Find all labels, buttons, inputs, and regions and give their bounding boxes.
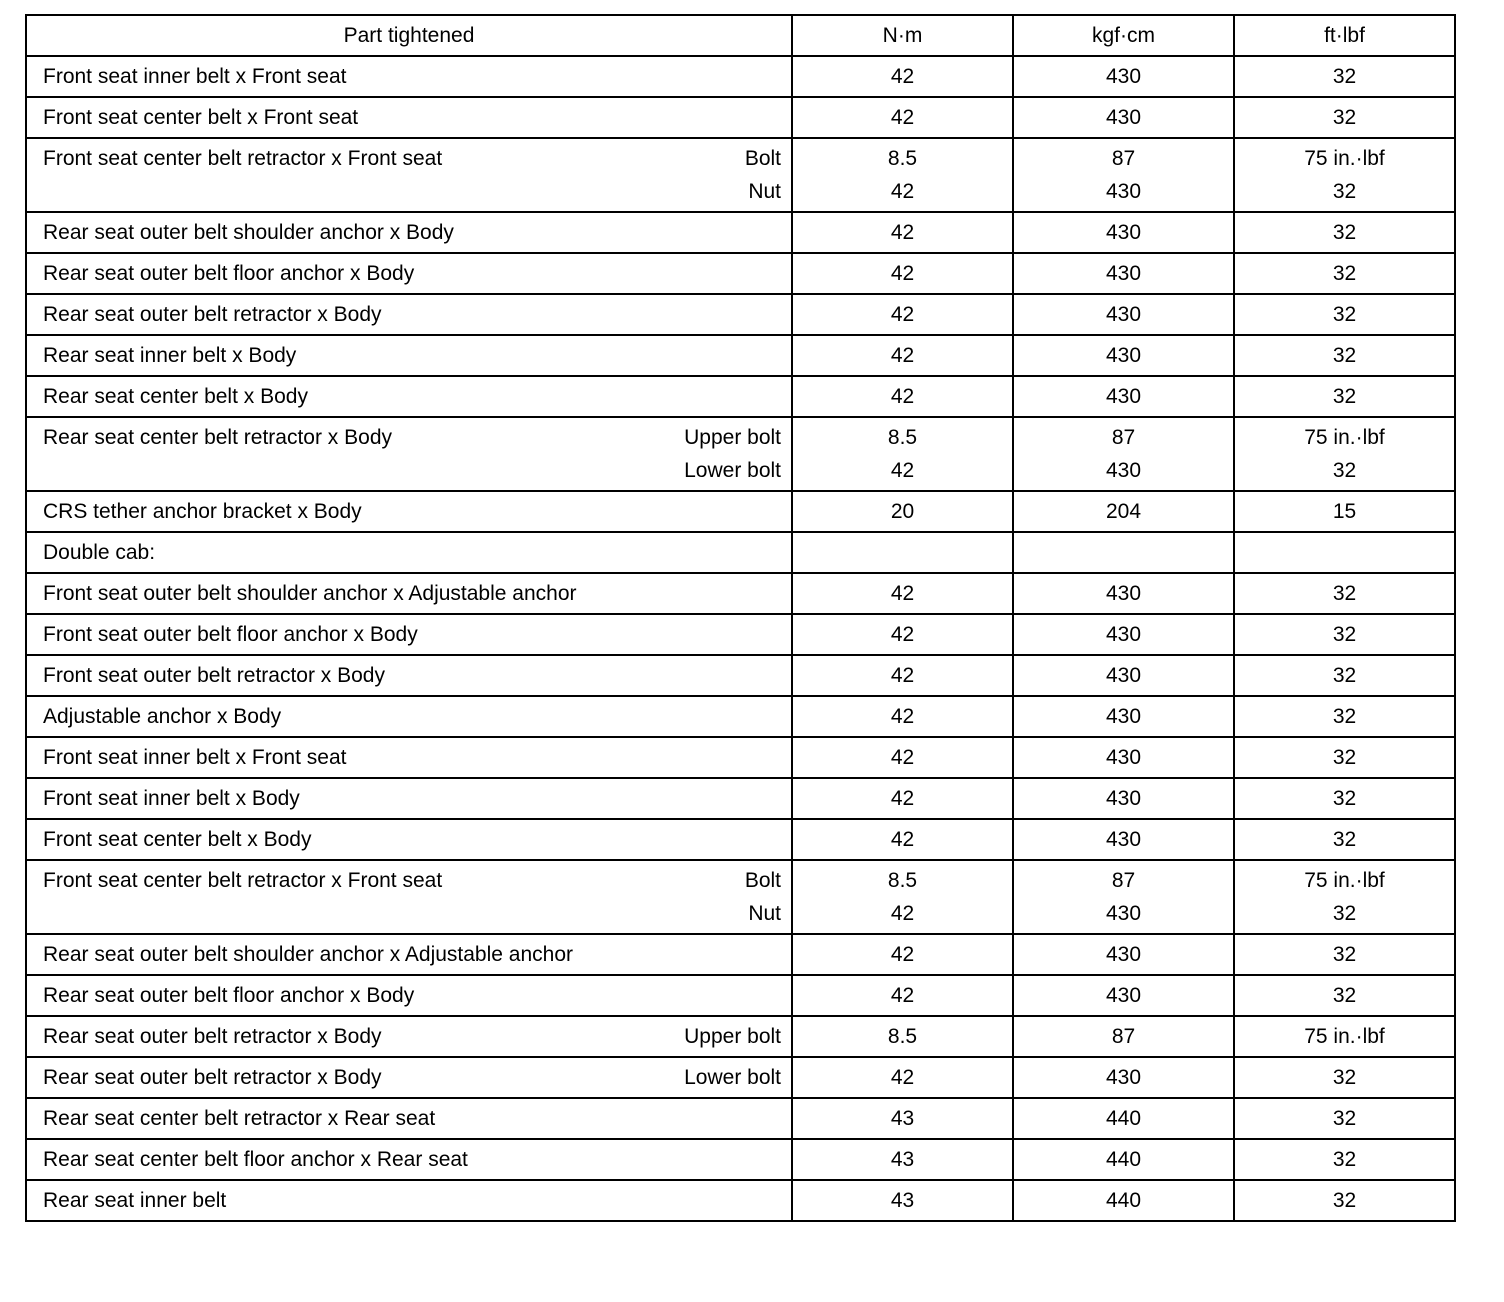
torque-value: 42 xyxy=(890,828,915,851)
torque-value: 42 xyxy=(890,787,915,810)
part-cell-content xyxy=(43,577,781,610)
torque-value: 32 xyxy=(1332,623,1357,646)
part-cell-content xyxy=(43,1184,781,1217)
torque-value: 32 xyxy=(1332,262,1357,285)
torque-kgfcm-cell xyxy=(1013,1057,1234,1098)
torque-kgfcm-cell xyxy=(1013,573,1234,614)
part-name: Front seat outer belt retractor x Body xyxy=(43,664,385,687)
table-row xyxy=(26,1057,1455,1098)
torque-value: 32 xyxy=(1332,1066,1357,1089)
part-cell-content xyxy=(43,495,781,528)
torque-value: 430 xyxy=(1105,180,1142,203)
part-cell-content xyxy=(43,659,781,692)
torque-value: 32 xyxy=(1332,705,1357,728)
part-cell-content xyxy=(43,216,781,249)
table-row xyxy=(26,934,1455,975)
table-header-row xyxy=(26,15,1455,56)
part-name: Rear seat outer belt shoulder anchor x Body xyxy=(43,221,454,244)
torque-value: 32 xyxy=(1332,828,1357,851)
part-name: Rear seat inner belt x Body xyxy=(43,344,297,367)
torque-value: 430 xyxy=(1105,582,1142,605)
table-row xyxy=(26,1098,1455,1139)
torque-value: 32 xyxy=(1332,459,1357,482)
torque-ftlbf-cell xyxy=(1234,491,1455,532)
torque-value: 42 xyxy=(890,746,915,769)
torque-value: 42 xyxy=(890,262,915,285)
table-row xyxy=(26,1180,1455,1221)
table-row xyxy=(26,491,1455,532)
part-name: Rear seat center belt floor anchor x Rear seat xyxy=(43,1148,468,1171)
torque-value: 42 xyxy=(890,582,915,605)
torque-kgfcm-cell xyxy=(1013,975,1234,1016)
part-cell-content xyxy=(43,1061,781,1094)
torque-value: 430 xyxy=(1105,1066,1142,1089)
torque-value: 87 xyxy=(1111,426,1136,449)
torque-ftlbf-cell xyxy=(1234,696,1455,737)
torque-kgfcm-cell xyxy=(1013,294,1234,335)
part-cell-content xyxy=(43,142,781,208)
torque-value: 43 xyxy=(890,1107,915,1130)
part-name: Front seat outer belt shoulder anchor x Adjustable anchor xyxy=(43,582,577,605)
part-cell xyxy=(26,1098,792,1139)
torque-value: 430 xyxy=(1105,459,1142,482)
part-cell xyxy=(26,212,792,253)
table-row xyxy=(26,573,1455,614)
torque-value: 42 xyxy=(890,1066,915,1089)
torque-value: 430 xyxy=(1105,705,1142,728)
torque-ftlbf-cell xyxy=(1234,1057,1455,1098)
torque-value: 42 xyxy=(890,943,915,966)
part-cell xyxy=(26,819,792,860)
part-name: Front seat inner belt x Front seat xyxy=(43,65,347,88)
torque-ftlbf-cell xyxy=(1234,860,1455,934)
torque-nm-cell xyxy=(792,975,1013,1016)
torque-value: 42 xyxy=(890,459,915,482)
torque-kgfcm-cell xyxy=(1013,778,1234,819)
part-name: Rear seat outer belt retractor x Body xyxy=(43,1025,382,1048)
part-cell-content xyxy=(43,1102,781,1135)
part-name: Front seat center belt retractor x Front seat xyxy=(43,869,443,892)
torque-kgfcm-cell xyxy=(1013,696,1234,737)
part-cell-content xyxy=(43,298,781,331)
part-cell xyxy=(26,1180,792,1221)
torque-value: 440 xyxy=(1105,1189,1142,1212)
torque-value: 8.5 xyxy=(887,869,918,892)
torque-value: 42 xyxy=(890,984,915,1007)
torque-value: 204 xyxy=(1105,500,1142,523)
table-row xyxy=(26,1016,1455,1057)
part-cell-content xyxy=(43,741,781,774)
part-cell xyxy=(26,860,792,934)
torque-value: 430 xyxy=(1105,303,1142,326)
torque-value: 32 xyxy=(1332,385,1357,408)
torque-kgfcm-cell xyxy=(1013,532,1234,573)
table-row xyxy=(26,97,1455,138)
part-name: Front seat center belt x Front seat xyxy=(43,106,359,129)
torque-value: 440 xyxy=(1105,1107,1142,1130)
torque-value: 75 in.·lbf xyxy=(1304,147,1385,170)
part-cell-content xyxy=(43,257,781,290)
torque-value: 430 xyxy=(1105,623,1142,646)
torque-value: 430 xyxy=(1105,746,1142,769)
torque-value: 430 xyxy=(1105,65,1142,88)
torque-kgfcm-cell xyxy=(1013,614,1234,655)
torque-value: 430 xyxy=(1105,221,1142,244)
part-name: Rear seat center belt retractor x Rear seat xyxy=(43,1107,436,1130)
torque-value: 42 xyxy=(890,180,915,203)
header-kgfcm: kgf·cm xyxy=(1013,15,1234,56)
torque-value: 75 in.·lbf xyxy=(1304,426,1385,449)
torque-value: 430 xyxy=(1105,385,1142,408)
part-cell xyxy=(26,655,792,696)
torque-nm-cell xyxy=(792,294,1013,335)
torque-ftlbf-cell xyxy=(1234,1098,1455,1139)
torque-kgfcm-cell xyxy=(1013,56,1234,97)
table-row xyxy=(26,819,1455,860)
torque-value: 32 xyxy=(1332,1189,1357,1212)
fastener-qualifier: Nut xyxy=(748,180,781,203)
torque-kgfcm-cell xyxy=(1013,1139,1234,1180)
torque-nm-cell xyxy=(792,138,1013,212)
part-cell-content xyxy=(43,864,781,930)
torque-nm-cell xyxy=(792,1057,1013,1098)
torque-kgfcm-cell xyxy=(1013,934,1234,975)
torque-kgfcm-cell xyxy=(1013,138,1234,212)
torque-nm-cell xyxy=(792,655,1013,696)
part-name: Front seat center belt x Body xyxy=(43,828,312,851)
fastener-qualifier: Nut xyxy=(748,902,781,925)
torque-value: 87 xyxy=(1111,1025,1136,1048)
torque-value: 430 xyxy=(1105,664,1142,687)
torque-kgfcm-cell xyxy=(1013,97,1234,138)
torque-nm-cell xyxy=(792,778,1013,819)
torque-value: 430 xyxy=(1105,344,1142,367)
part-name: Front seat inner belt x Body xyxy=(43,787,300,810)
torque-ftlbf-cell xyxy=(1234,737,1455,778)
part-cell xyxy=(26,934,792,975)
table-row xyxy=(26,778,1455,819)
part-name: Rear seat outer belt retractor x Body xyxy=(43,1066,382,1089)
fastener-qualifiers xyxy=(684,1020,781,1053)
torque-spec-table xyxy=(25,14,1456,1222)
torque-value: 32 xyxy=(1332,106,1357,129)
part-cell-content xyxy=(43,536,781,569)
fastener-qualifiers xyxy=(745,864,781,930)
torque-ftlbf-cell xyxy=(1234,212,1455,253)
table-row xyxy=(26,212,1455,253)
torque-ftlbf-cell xyxy=(1234,573,1455,614)
part-cell xyxy=(26,696,792,737)
fastener-qualifier: Upper bolt xyxy=(684,426,781,449)
torque-ftlbf-cell xyxy=(1234,614,1455,655)
table-row xyxy=(26,335,1455,376)
torque-kgfcm-cell xyxy=(1013,1180,1234,1221)
table-row xyxy=(26,696,1455,737)
torque-kgfcm-cell xyxy=(1013,253,1234,294)
part-cell-content xyxy=(43,700,781,733)
torque-nm-cell xyxy=(792,573,1013,614)
torque-nm-cell xyxy=(792,491,1013,532)
torque-ftlbf-cell xyxy=(1234,335,1455,376)
torque-value: 20 xyxy=(890,500,915,523)
fastener-qualifier: Upper bolt xyxy=(684,1025,781,1048)
part-cell xyxy=(26,975,792,1016)
torque-kgfcm-cell xyxy=(1013,376,1234,417)
torque-kgfcm-cell xyxy=(1013,1016,1234,1057)
torque-value: 42 xyxy=(890,106,915,129)
torque-value: 32 xyxy=(1332,943,1357,966)
torque-kgfcm-cell xyxy=(1013,1098,1234,1139)
torque-value: 32 xyxy=(1332,221,1357,244)
torque-value: 32 xyxy=(1332,787,1357,810)
part-name: Rear seat outer belt shoulder anchor x Adjustable anchor xyxy=(43,943,573,966)
torque-nm-cell xyxy=(792,532,1013,573)
torque-value: 8.5 xyxy=(887,1025,918,1048)
header-ftlbf: ft·lbf xyxy=(1234,15,1455,56)
part-name: Rear seat center belt x Body xyxy=(43,385,308,408)
table-row xyxy=(26,614,1455,655)
torque-nm-cell xyxy=(792,97,1013,138)
part-cell xyxy=(26,491,792,532)
torque-value: 87 xyxy=(1111,869,1136,892)
torque-value: 430 xyxy=(1105,943,1142,966)
torque-value: 42 xyxy=(890,902,915,925)
fastener-qualifier: Bolt xyxy=(744,869,781,892)
torque-value: 430 xyxy=(1105,262,1142,285)
torque-nm-cell xyxy=(792,1016,1013,1057)
part-name: Front seat inner belt x Front seat xyxy=(43,746,347,769)
torque-nm-cell xyxy=(792,737,1013,778)
torque-kgfcm-cell xyxy=(1013,819,1234,860)
torque-value: 43 xyxy=(890,1189,915,1212)
torque-nm-cell xyxy=(792,860,1013,934)
table-row xyxy=(26,860,1455,934)
torque-value: 32 xyxy=(1332,303,1357,326)
torque-value: 430 xyxy=(1105,828,1142,851)
table-row xyxy=(26,975,1455,1016)
torque-value: 32 xyxy=(1332,582,1357,605)
table-row xyxy=(26,737,1455,778)
torque-value: 42 xyxy=(890,623,915,646)
part-cell-content xyxy=(43,60,781,93)
part-cell xyxy=(26,97,792,138)
part-cell xyxy=(26,1139,792,1180)
torque-value: 32 xyxy=(1332,746,1357,769)
torque-nm-cell xyxy=(792,934,1013,975)
part-cell xyxy=(26,138,792,212)
part-cell-content xyxy=(43,1143,781,1176)
part-cell-content xyxy=(43,782,781,815)
table-row xyxy=(26,294,1455,335)
fastener-qualifier: Lower bolt xyxy=(684,1066,781,1089)
part-cell xyxy=(26,1057,792,1098)
part-name: Rear seat outer belt floor anchor x Body xyxy=(43,262,415,285)
torque-value: 43 xyxy=(890,1148,915,1171)
torque-value: 15 xyxy=(1332,500,1357,523)
torque-ftlbf-cell xyxy=(1234,56,1455,97)
part-name: Rear seat inner belt xyxy=(43,1189,227,1212)
torque-value: 32 xyxy=(1332,664,1357,687)
torque-value: 430 xyxy=(1105,106,1142,129)
part-cell-content xyxy=(43,339,781,372)
table-row xyxy=(26,417,1455,491)
part-cell-content xyxy=(43,938,781,971)
torque-value: 87 xyxy=(1111,147,1136,170)
part-cell xyxy=(26,253,792,294)
fastener-qualifier: Lower bolt xyxy=(684,459,781,482)
torque-nm-cell xyxy=(792,1139,1013,1180)
torque-kgfcm-cell xyxy=(1013,860,1234,934)
header-part-tightened: Part tightened xyxy=(26,15,792,56)
table-row xyxy=(26,376,1455,417)
fastener-qualifiers xyxy=(745,142,781,208)
fastener-qualifiers xyxy=(684,1061,781,1094)
torque-value: 32 xyxy=(1332,180,1357,203)
torque-ftlbf-cell xyxy=(1234,655,1455,696)
part-cell xyxy=(26,417,792,491)
torque-value: 32 xyxy=(1332,1107,1357,1130)
table-row xyxy=(26,655,1455,696)
torque-ftlbf-cell xyxy=(1234,1139,1455,1180)
section-row xyxy=(26,532,1455,573)
table-row xyxy=(26,253,1455,294)
torque-value: 32 xyxy=(1332,65,1357,88)
torque-value: 430 xyxy=(1105,902,1142,925)
table-row xyxy=(26,1139,1455,1180)
torque-value: 8.5 xyxy=(887,426,918,449)
torque-value: 32 xyxy=(1332,984,1357,1007)
torque-value: 75 in.·lbf xyxy=(1304,1025,1385,1048)
torque-kgfcm-cell xyxy=(1013,737,1234,778)
torque-value: 32 xyxy=(1332,344,1357,367)
torque-value: 42 xyxy=(890,705,915,728)
torque-ftlbf-cell xyxy=(1234,417,1455,491)
torque-kgfcm-cell xyxy=(1013,491,1234,532)
part-cell-content xyxy=(43,1020,781,1053)
torque-nm-cell xyxy=(792,417,1013,491)
part-cell-content xyxy=(43,618,781,651)
torque-value: 430 xyxy=(1105,787,1142,810)
fastener-qualifier: Bolt xyxy=(744,147,781,170)
part-cell xyxy=(26,737,792,778)
torque-value: 42 xyxy=(890,221,915,244)
torque-ftlbf-cell xyxy=(1234,778,1455,819)
torque-ftlbf-cell xyxy=(1234,97,1455,138)
torque-ftlbf-cell xyxy=(1234,1180,1455,1221)
torque-value: 32 xyxy=(1332,902,1357,925)
part-cell-content xyxy=(43,421,781,487)
torque-nm-cell xyxy=(792,212,1013,253)
torque-ftlbf-cell xyxy=(1234,819,1455,860)
torque-ftlbf-cell xyxy=(1234,1016,1455,1057)
torque-ftlbf-cell xyxy=(1234,532,1455,573)
torque-value: 42 xyxy=(890,664,915,687)
part-name: Rear seat outer belt retractor x Body xyxy=(43,303,382,326)
part-cell xyxy=(26,614,792,655)
table-row xyxy=(26,138,1455,212)
torque-value: 42 xyxy=(890,303,915,326)
part-cell xyxy=(26,376,792,417)
torque-value: 75 in.·lbf xyxy=(1304,869,1385,892)
torque-value: 430 xyxy=(1105,984,1142,1007)
torque-nm-cell xyxy=(792,56,1013,97)
torque-ftlbf-cell xyxy=(1234,294,1455,335)
torque-value: 42 xyxy=(890,344,915,367)
torque-nm-cell xyxy=(792,335,1013,376)
part-name: Rear seat center belt retractor x Body xyxy=(43,426,392,449)
part-name: Front seat center belt retractor x Front seat xyxy=(43,147,443,170)
table-body xyxy=(26,56,1455,1221)
table-row xyxy=(26,56,1455,97)
torque-nm-cell xyxy=(792,614,1013,655)
part-name: Adjustable anchor x Body xyxy=(43,705,282,728)
torque-nm-cell xyxy=(792,1180,1013,1221)
torque-nm-cell xyxy=(792,376,1013,417)
torque-nm-cell xyxy=(792,696,1013,737)
torque-value: 42 xyxy=(890,65,915,88)
section-label: Double cab: xyxy=(43,541,156,564)
torque-nm-cell xyxy=(792,819,1013,860)
torque-ftlbf-cell xyxy=(1234,934,1455,975)
header-nm: N·m xyxy=(792,15,1013,56)
fastener-qualifiers xyxy=(684,421,781,487)
torque-value: 8.5 xyxy=(887,147,918,170)
torque-value: 32 xyxy=(1332,1148,1357,1171)
part-cell xyxy=(26,1016,792,1057)
part-cell-content xyxy=(43,101,781,134)
torque-ftlbf-cell xyxy=(1234,376,1455,417)
torque-nm-cell xyxy=(792,253,1013,294)
part-cell-content xyxy=(43,979,781,1012)
torque-value: 42 xyxy=(890,385,915,408)
part-cell-content xyxy=(43,823,781,856)
torque-kgfcm-cell xyxy=(1013,655,1234,696)
part-cell-content xyxy=(43,380,781,413)
torque-kgfcm-cell xyxy=(1013,335,1234,376)
part-cell xyxy=(26,778,792,819)
part-cell xyxy=(26,294,792,335)
torque-nm-cell xyxy=(792,1098,1013,1139)
section-cell xyxy=(26,532,792,573)
part-name: Front seat outer belt floor anchor x Body xyxy=(43,623,418,646)
torque-kgfcm-cell xyxy=(1013,417,1234,491)
part-cell xyxy=(26,335,792,376)
torque-ftlbf-cell xyxy=(1234,138,1455,212)
part-cell xyxy=(26,56,792,97)
part-cell xyxy=(26,573,792,614)
torque-ftlbf-cell xyxy=(1234,253,1455,294)
torque-value: 440 xyxy=(1105,1148,1142,1171)
part-name: Rear seat outer belt floor anchor x Body xyxy=(43,984,415,1007)
torque-kgfcm-cell xyxy=(1013,212,1234,253)
part-name: CRS tether anchor bracket x Body xyxy=(43,500,362,523)
torque-ftlbf-cell xyxy=(1234,975,1455,1016)
